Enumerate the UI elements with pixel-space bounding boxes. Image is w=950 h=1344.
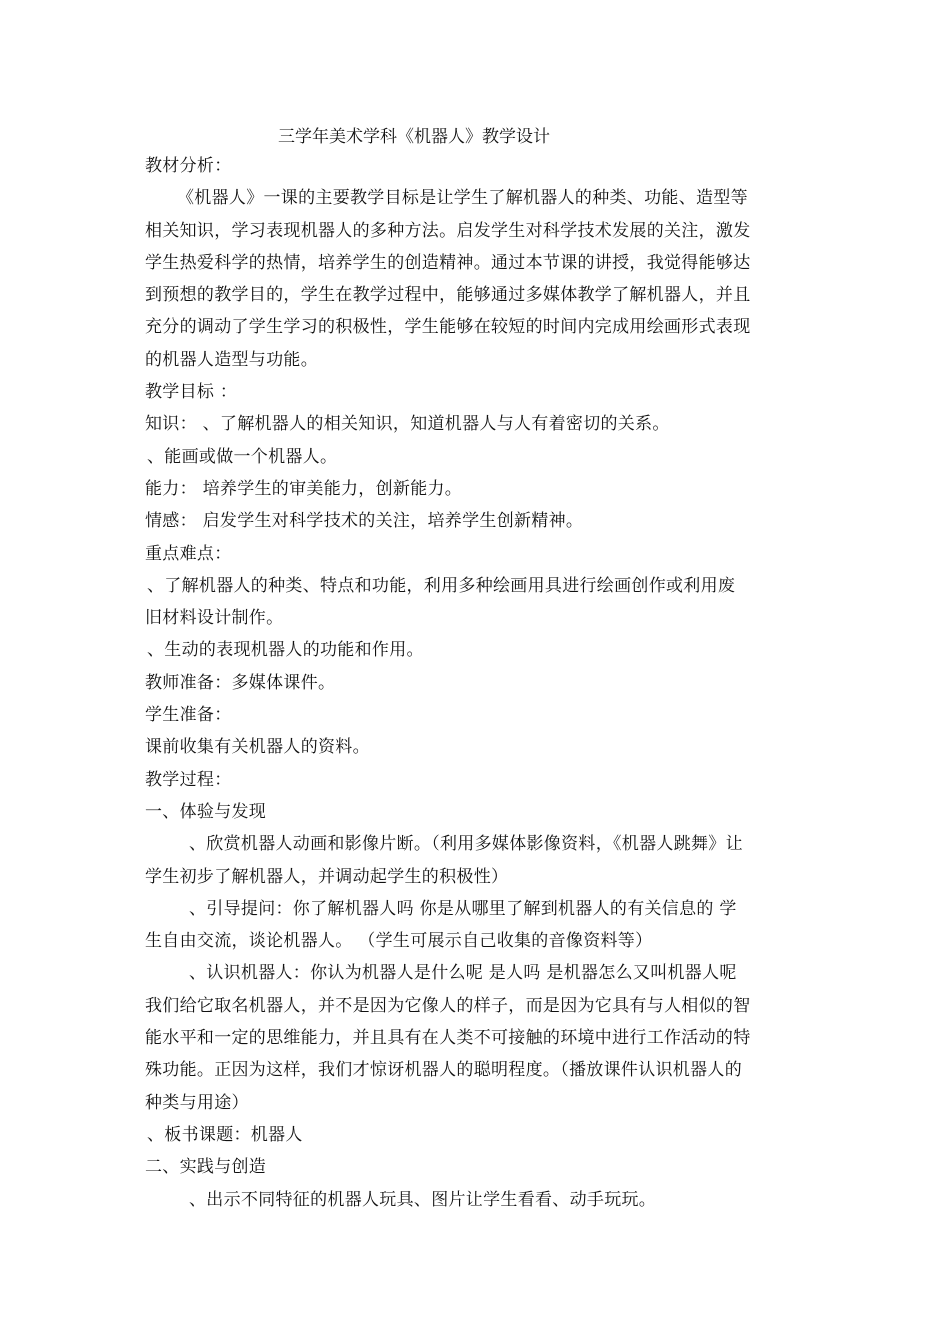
text-line: 学生初步了解机器人，并调动起学生的积极性）	[145, 866, 509, 887]
document-body	[145, 150, 810, 1216]
text-line: 、欣赏机器人动画和影像片断。（利用多媒体影像资料，《机器人跳舞》让	[189, 834, 743, 855]
text-line: 到预想的教学目的，学生在教学过程中，能够通过多媒体教学了解机器人，并且	[145, 285, 751, 306]
text-line: 、生动的表现机器人的功能和作用。	[147, 640, 424, 661]
text-line: 知识： 、了解机器人的相关知识，知道机器人与人有着密切的关系。	[145, 414, 670, 435]
text-line: 旧材料设计制作。	[145, 608, 284, 629]
text-line: 生自由交流，谈论机器人。 （学生可展示自己收集的音像资料等）	[145, 931, 653, 952]
text-line: 种类与用途）	[145, 1092, 249, 1113]
text-line: 教学过程：	[145, 769, 232, 790]
text-line: 学生热爱科学的热情，培养学生的创造精神。通过本节课的讲授，我觉得能够达	[145, 252, 751, 273]
text-line: 、了解机器人的种类、特点和功能，利用多种绘画用具进行绘画创作或利用废	[147, 575, 736, 596]
text-line: 相关知识，学习表现机器人的多种方法。启发学生对科学技术发展的关注，激发	[145, 220, 751, 241]
text-line: 情感： 启发学生对科学技术的关注，培养学生创新精神。	[145, 511, 584, 532]
text-line: 《机器人》一课的主要教学目标是让学生了解机器人的种类、功能、造型等	[177, 188, 748, 209]
text-line: 、出示不同特征的机器人玩具、图片让学生看看、动手玩玩。	[189, 1189, 657, 1210]
text-line: 的机器人造型与功能。	[145, 349, 318, 370]
text-line: 能力： 培养学生的审美能力，创新能力。	[145, 478, 463, 499]
text-line: 、认识机器人：你认为机器人是什么呢 是人吗 是机器怎么又叫机器人呢	[189, 963, 737, 984]
text-line: 教师准备：多媒体课件。	[145, 672, 336, 693]
text-line: 教材分析：	[145, 156, 232, 176]
text-line: 、能画或做一个机器人。	[147, 446, 338, 467]
text-line: 课前收集有关机器人的资料。	[145, 737, 370, 758]
text-line: 教学目标 ：	[145, 382, 238, 403]
text-line: 我们给它取名机器人，并不是因为它像人的样子，而是因为它具有与人相似的智	[145, 995, 751, 1016]
text-line: 、引导提问：你了解机器人吗 你是从哪里了解到机器人的有关信息的 学	[189, 898, 737, 919]
document-title: 三学年美术学科《机器人》教学设计	[278, 127, 550, 147]
text-line: 能水平和一定的思维能力，并且具有在人类不可接触的环境中进行工作活动的特	[145, 1028, 751, 1049]
text-line: 二、实践与创造	[145, 1157, 267, 1178]
text-line: 重点难点：	[145, 543, 232, 564]
text-line: 学生准备：	[145, 705, 232, 726]
text-line: 殊功能。正因为这样，我们才惊讶机器人的聪明程度。（播放课件认识机器人的	[145, 1060, 742, 1081]
text-line: 、板书课题：机器人	[147, 1124, 303, 1145]
text-line: 充分的调动了学生学习的积极性，学生能够在较短的时间内完成用绘画形式表现	[145, 317, 751, 338]
text-line: 一、体验与发现	[145, 801, 267, 822]
